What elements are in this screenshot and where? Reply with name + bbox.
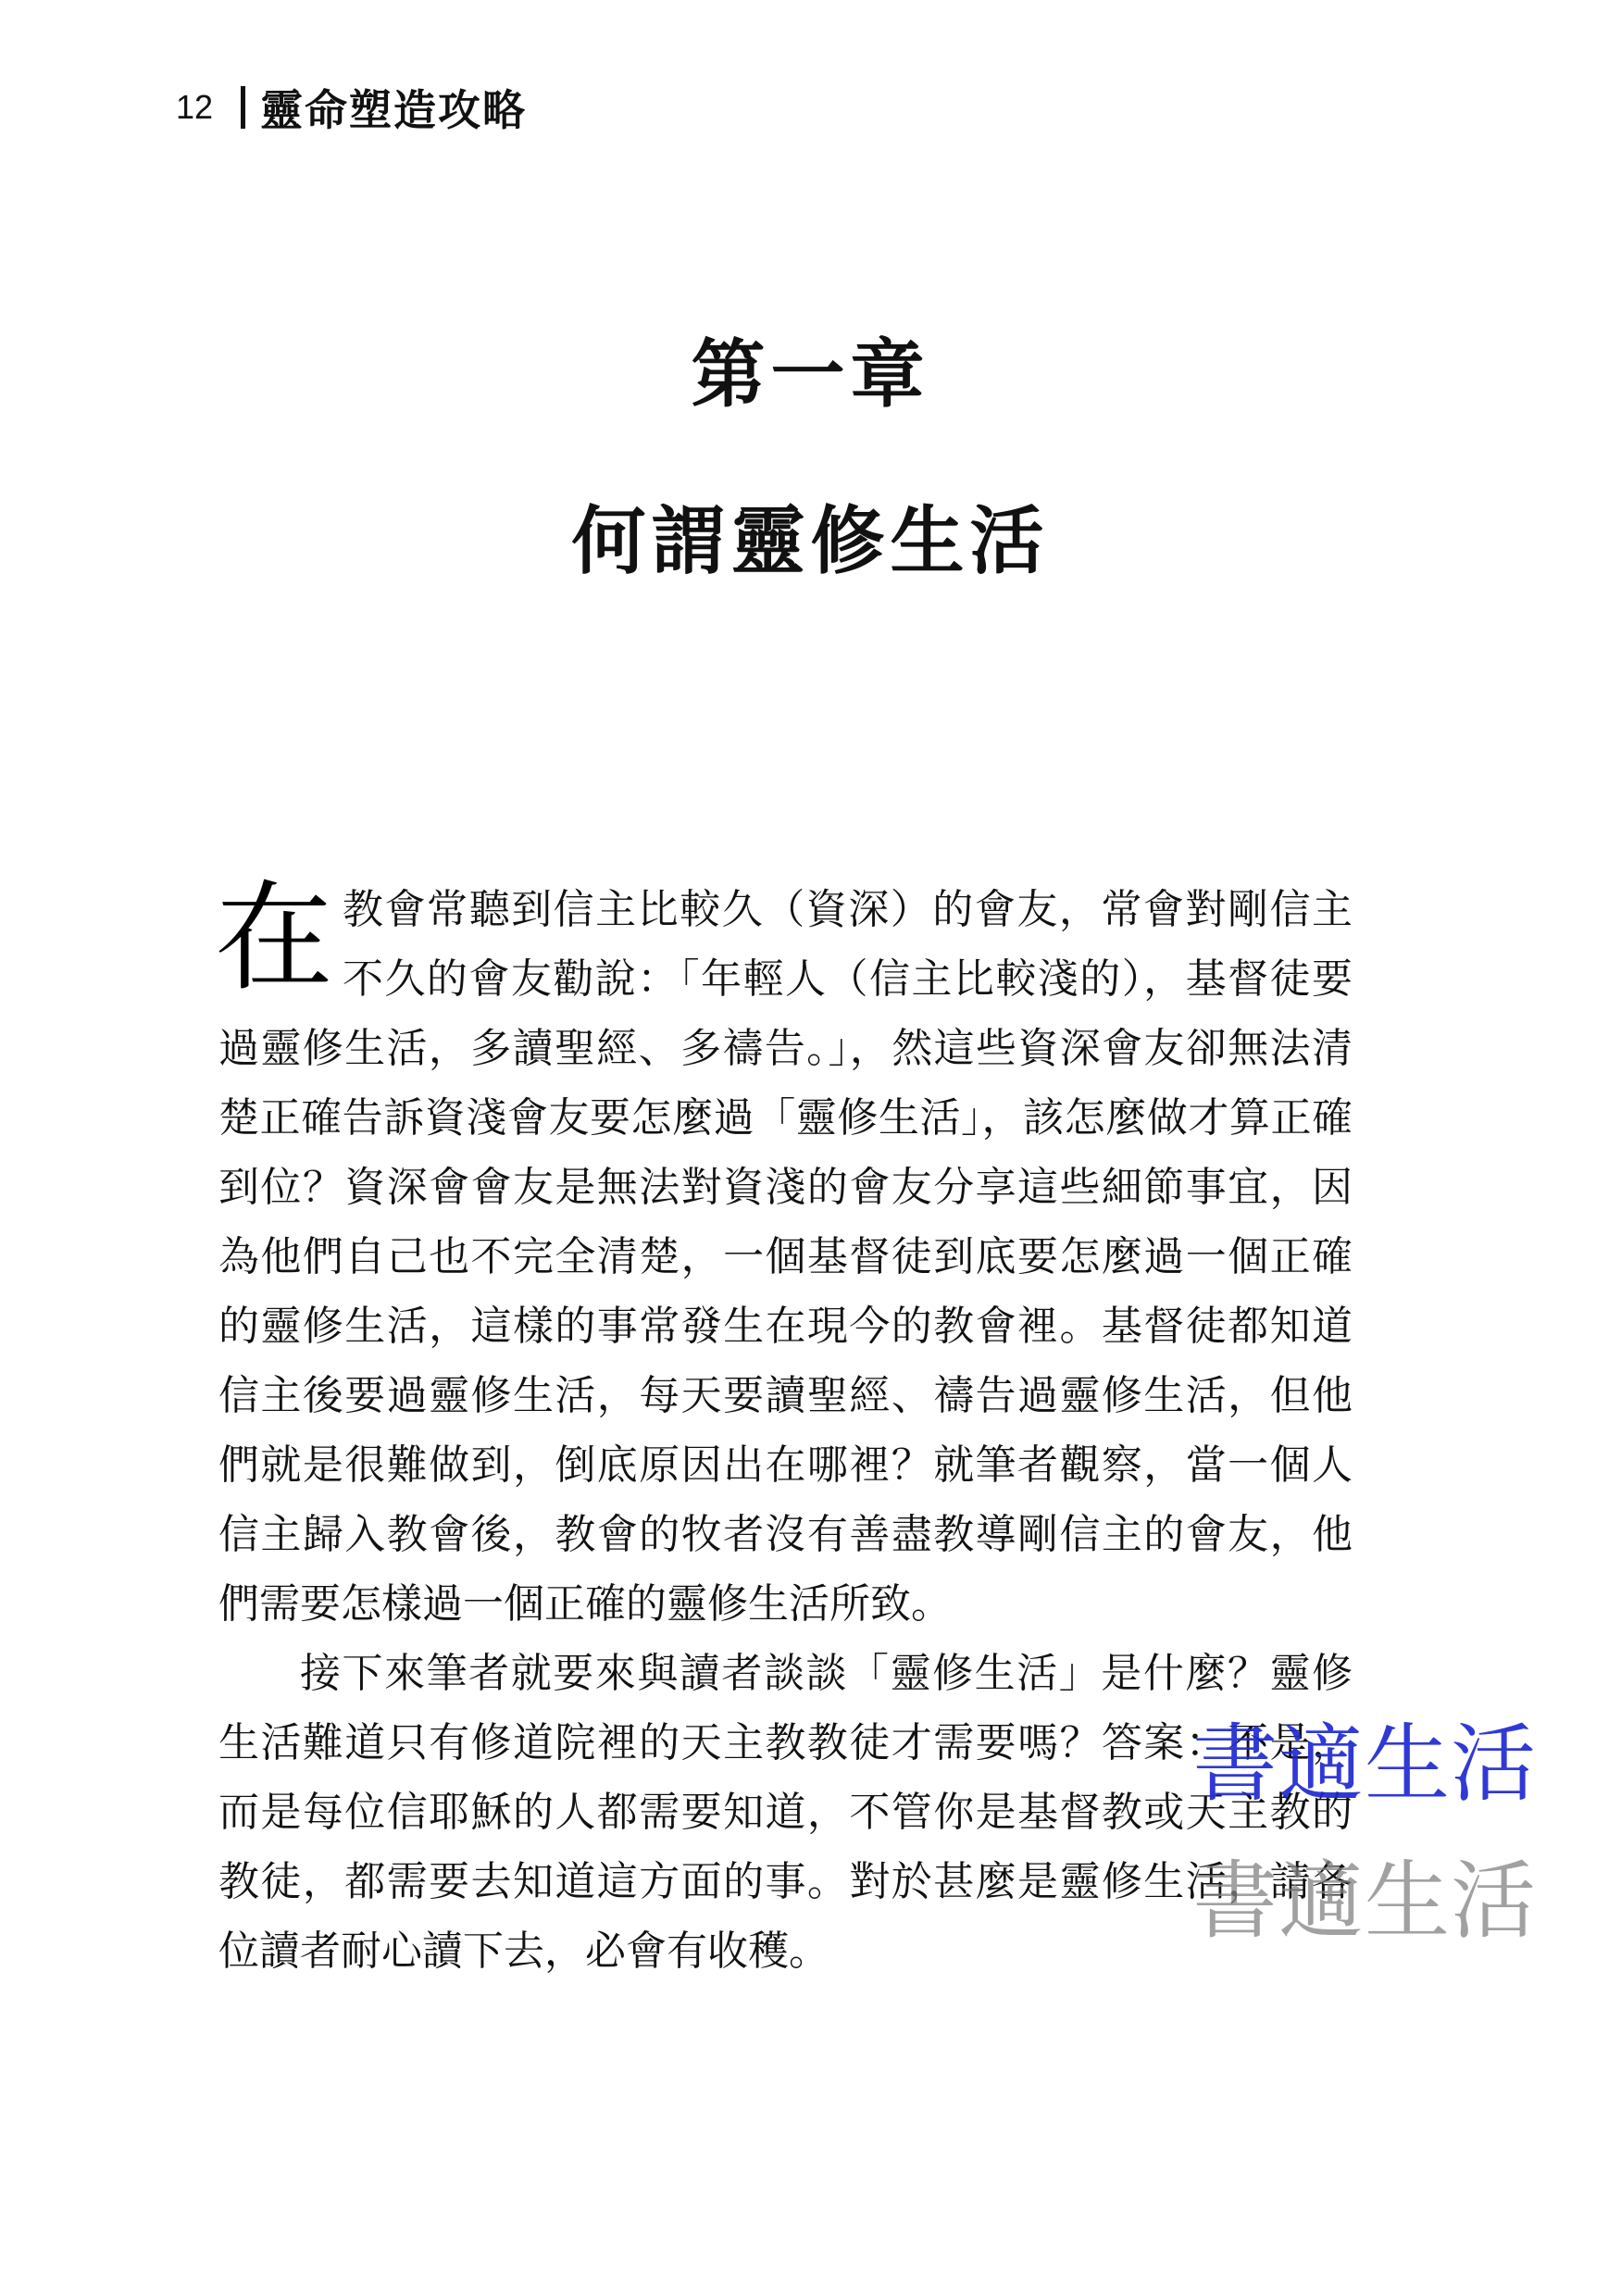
- paragraph-2: 接下來筆者就要來與讀者談談「靈修生活」是什麼？靈修生活難道只有修道院裡的天主教教徒才需要嗎？答案：不是，而是每位信耶穌的人都需要知道，不管你是基督教或天主教的教徒，都需要去知道這方面的事。對於甚麼是靈修生活，請各位讀者耐心讀下去，必會有收穫。: [218, 1650, 1353, 1975]
- paragraph-1: [215, 869, 1353, 1639]
- paragraph-1-text: 教會常聽到信主比較久（資深）的會友，常會對剛信主不久的會友勸說：「年輕人（信主比較淺的），基督徒要過靈修生活，多讀聖經、多禱告。」，然這些資深會友卻無法清楚正確告訴資淺會友要怎麼過「靈修生活」，該怎麼做才算正確到位？資深會會友是無法對資淺的會友分享這些細節事宜，因為他們自己也不完全清楚，一個基督徒到底要怎麼過一個正確的靈修生活，這樣的事常發生在現今的教會裡。基督徒都知道信主後要過靈修生活，每天要讀聖經、禱告過靈修生活，但他們就是很難做到，倒底原因出在哪裡？就筆者觀察，當一個人信主歸入教會後，教會的牧者沒有善盡教導剛信主的會友，他們需要怎樣過一個正確的靈修生活所致。: [218, 886, 1353, 1628]
- running-head: [176, 80, 527, 135]
- drop-cap: 在: [215, 869, 334, 1007]
- page-number: 12: [176, 88, 214, 126]
- watermark-secondary: 書適生活: [1192, 1852, 1538, 1951]
- book-title: 靈命塑造攻略: [260, 85, 528, 135]
- header-divider: [241, 86, 245, 129]
- body-text: [215, 869, 1353, 1986]
- chapter-title: 何謂靈修生活: [571, 497, 1050, 584]
- chapter-label: 第一章: [691, 331, 930, 418]
- watermark-primary: 書適生活: [1192, 1715, 1538, 1814]
